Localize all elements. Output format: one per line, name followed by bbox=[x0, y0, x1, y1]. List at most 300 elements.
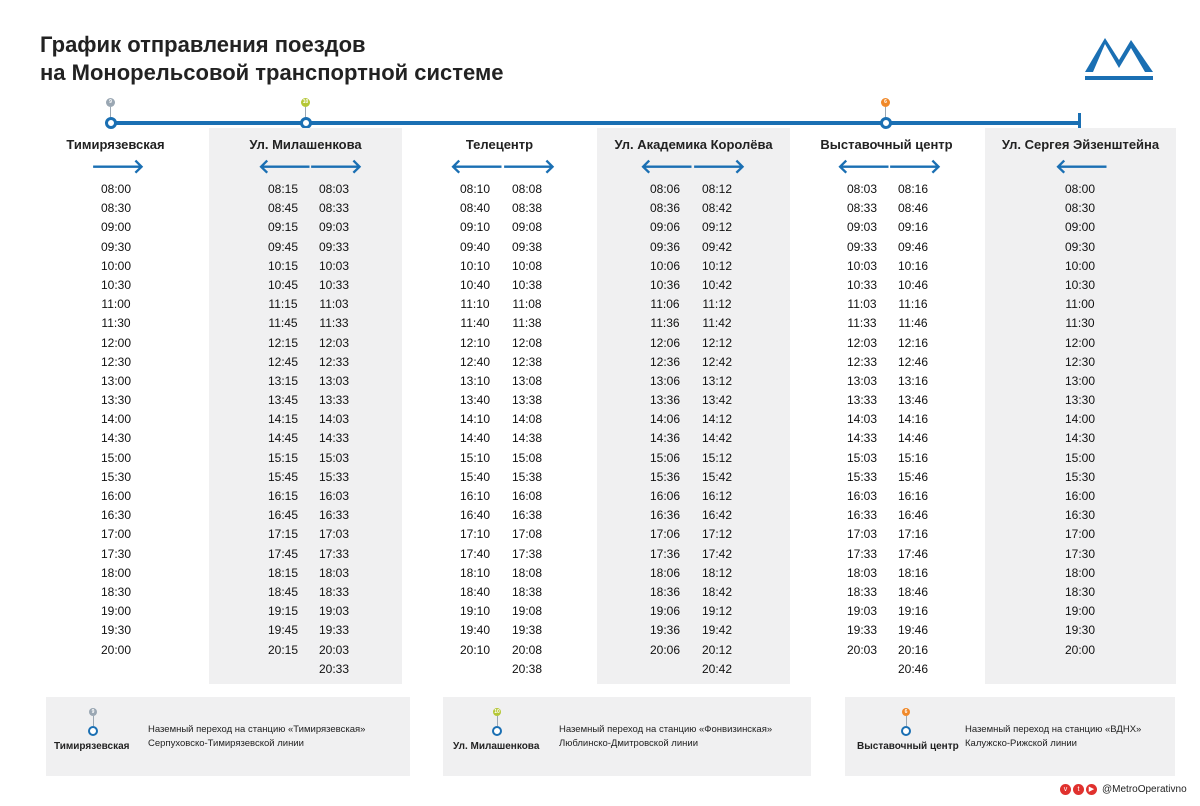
departure-time: 19:30 bbox=[1064, 623, 1096, 638]
departure-time: 19:06 bbox=[649, 604, 681, 619]
departure-time: 09:30 bbox=[100, 239, 132, 254]
departure-time: 09:12 bbox=[701, 220, 733, 235]
departure-time: 14:33 bbox=[318, 431, 350, 446]
legend-transfer-timiryazevskaya bbox=[46, 697, 410, 776]
arrow-right-icon: 🡒 bbox=[888, 156, 942, 178]
departure-time: 20:00 bbox=[100, 642, 132, 657]
telegram-icon[interactable]: t bbox=[1073, 784, 1084, 795]
departure-time: 10:45 bbox=[267, 277, 299, 292]
departure-time: 19:15 bbox=[267, 604, 299, 619]
departure-time: 08:33 bbox=[318, 201, 350, 216]
arrow-right-icon: 🡒 bbox=[91, 156, 145, 178]
departure-time: 10:00 bbox=[100, 258, 132, 273]
departure-time: 10:46 bbox=[897, 277, 929, 292]
departure-time: 11:42 bbox=[702, 316, 732, 331]
departure-time: 20:10 bbox=[459, 642, 491, 657]
departure-time: 16:38 bbox=[511, 508, 543, 523]
departure-time: 17:08 bbox=[511, 527, 543, 542]
departure-time: 12:03 bbox=[318, 335, 350, 350]
departure-time: 12:16 bbox=[897, 335, 929, 350]
departure-time: 18:30 bbox=[100, 584, 132, 599]
departure-times-left bbox=[450, 180, 500, 660]
legend-description bbox=[559, 723, 772, 751]
station-name: Выставочный центр bbox=[820, 137, 953, 152]
social-handle[interactable]: @MetroOperativno bbox=[1102, 783, 1187, 795]
departure-time: 15:06 bbox=[649, 450, 681, 465]
departure-time: 15:36 bbox=[649, 469, 681, 484]
departure-time: 09:03 bbox=[846, 220, 878, 235]
departure-time: 16:40 bbox=[459, 508, 491, 523]
departure-time: 10:33 bbox=[846, 277, 878, 292]
departure-time: 09:45 bbox=[267, 239, 299, 254]
departure-time: 09:33 bbox=[846, 239, 878, 254]
departure-time: 16:33 bbox=[318, 508, 350, 523]
departure-time: 13:33 bbox=[318, 393, 350, 408]
departure-times-left bbox=[640, 180, 690, 660]
legend-station-name: Тимирязевская bbox=[54, 741, 130, 752]
departure-time: 19:33 bbox=[318, 623, 350, 638]
departure-time: 14:40 bbox=[459, 431, 491, 446]
departure-time: 17:00 bbox=[1064, 527, 1096, 542]
departure-time: 16:30 bbox=[100, 508, 132, 523]
arrow-left-icon: 🡐 bbox=[258, 156, 312, 178]
departure-time: 08:10 bbox=[459, 182, 491, 196]
departure-time: 16:30 bbox=[1064, 508, 1096, 523]
departure-times bbox=[91, 180, 141, 660]
departure-time: 20:03 bbox=[846, 642, 878, 657]
departure-time: 16:33 bbox=[846, 508, 878, 523]
departure-time: 11:03 bbox=[847, 297, 877, 312]
station-name: Ул. Академика Королёва bbox=[614, 137, 773, 152]
departure-time: 12:46 bbox=[897, 354, 929, 369]
departure-time: 15:38 bbox=[511, 469, 543, 484]
departure-time: 16:16 bbox=[897, 489, 929, 503]
departure-times-right bbox=[502, 180, 552, 679]
departure-time: 08:36 bbox=[649, 201, 681, 216]
departure-time: 18:45 bbox=[267, 584, 299, 599]
departure-time: 11:00 bbox=[101, 297, 131, 312]
departure-time: 13:30 bbox=[100, 393, 132, 408]
departure-time: 19:16 bbox=[897, 604, 929, 619]
departure-time: 13:00 bbox=[1064, 373, 1096, 388]
departure-time: 18:46 bbox=[897, 584, 929, 599]
departure-time: 13:12 bbox=[701, 373, 733, 388]
departure-time: 09:00 bbox=[100, 220, 132, 235]
departure-time: 08:30 bbox=[1064, 201, 1096, 216]
departure-time: 11:38 bbox=[512, 316, 542, 331]
departure-time: 13:38 bbox=[511, 393, 543, 408]
departure-time: 09:42 bbox=[701, 239, 733, 254]
departure-time: 19:33 bbox=[846, 623, 878, 638]
station-dot-icon bbox=[901, 726, 911, 736]
departure-time: Наземный переход на станцию «Фонвизинская» bbox=[559, 724, 773, 735]
departure-time: 18:06 bbox=[649, 565, 681, 580]
departure-time: 18:08 bbox=[511, 565, 543, 580]
departure-time: 12:10 bbox=[459, 335, 491, 350]
transfer-stem bbox=[497, 716, 498, 726]
departure-time: 14:16 bbox=[897, 412, 929, 427]
departure-time: 17:30 bbox=[100, 546, 132, 561]
departure-time: 16:00 bbox=[1064, 489, 1096, 503]
departure-time: 08:42 bbox=[701, 201, 733, 216]
departure-time: 11:33 bbox=[319, 316, 349, 331]
departure-time: 09:38 bbox=[511, 239, 543, 254]
departure-time: 10:42 bbox=[701, 277, 733, 292]
departure-time: 16:15 bbox=[267, 489, 299, 503]
departure-time: 19:10 bbox=[459, 604, 491, 619]
departure-time: 11:06 bbox=[650, 297, 680, 312]
departure-time: 17:30 bbox=[1064, 546, 1096, 561]
departure-time: 14:12 bbox=[701, 412, 733, 427]
station-name: Телецентр bbox=[465, 137, 534, 152]
departure-time: 10:12 bbox=[701, 258, 733, 273]
departure-time: 18:12 bbox=[701, 565, 733, 580]
departure-time: 11:30 bbox=[1065, 316, 1095, 331]
transfer-badge-line-9: 9 bbox=[106, 98, 115, 107]
departure-time: 16:42 bbox=[701, 508, 733, 523]
departure-time: 17:45 bbox=[267, 546, 299, 561]
departure-time: 15:40 bbox=[459, 469, 491, 484]
departure-time: 20:33 bbox=[318, 661, 350, 676]
departure-time: 09:33 bbox=[318, 239, 350, 254]
departure-time: 13:16 bbox=[897, 373, 929, 388]
departure-time: 08:16 bbox=[897, 182, 929, 196]
transfer-stem bbox=[885, 107, 886, 117]
departure-time: 17:38 bbox=[511, 546, 543, 561]
departure-time: 16:08 bbox=[511, 489, 543, 503]
departure-time: 20:38 bbox=[511, 661, 543, 676]
station-dot-vystavochny bbox=[880, 117, 892, 129]
departure-time: 17:16 bbox=[897, 527, 929, 542]
departure-time: 15:00 bbox=[1064, 450, 1096, 465]
monorail-line bbox=[110, 121, 1080, 125]
departure-time: 15:30 bbox=[100, 469, 132, 484]
departure-time: 10:10 bbox=[459, 258, 491, 273]
departure-time: 10:30 bbox=[100, 277, 132, 292]
departure-time: 16:03 bbox=[318, 489, 350, 503]
departure-time: 19:38 bbox=[511, 623, 543, 638]
departure-time: 09:08 bbox=[511, 220, 543, 235]
departure-time: Люблинско-Дмитровской линии bbox=[559, 738, 699, 749]
station-dot-timiryazevskaya bbox=[105, 117, 117, 129]
departure-time: 14:03 bbox=[318, 412, 350, 427]
departure-time: 17:36 bbox=[649, 546, 681, 561]
transfer-stem bbox=[110, 107, 111, 117]
departure-time: Серпуховско-Тимирязевской линии bbox=[148, 738, 304, 749]
departure-time: 13:45 bbox=[267, 393, 299, 408]
departure-time: 12:38 bbox=[511, 354, 543, 369]
departure-time: 09:30 bbox=[1064, 239, 1096, 254]
departure-time: 18:15 bbox=[267, 565, 299, 580]
departure-time: 17:03 bbox=[318, 527, 350, 542]
departure-times-left bbox=[258, 180, 308, 660]
departure-time: Калужско-Рижской линии bbox=[965, 738, 1077, 749]
departure-time: 13:30 bbox=[1064, 393, 1096, 408]
arrow-right-icon: 🡒 bbox=[502, 156, 556, 178]
departure-time: 09:46 bbox=[897, 239, 929, 254]
departure-time: 18:33 bbox=[846, 584, 878, 599]
departure-time: 11:40 bbox=[460, 316, 490, 331]
departure-time: 20:16 bbox=[897, 642, 929, 657]
departure-time: 09:00 bbox=[1064, 220, 1096, 235]
departure-time: 12:15 bbox=[267, 335, 299, 350]
departure-time: 19:40 bbox=[459, 623, 491, 638]
departure-time: 13:40 bbox=[459, 393, 491, 408]
station-dot-icon bbox=[88, 726, 98, 736]
departure-time: 16:10 bbox=[459, 489, 491, 503]
transfer-badge-line-6: 6 bbox=[881, 98, 890, 107]
departure-time: 17:00 bbox=[100, 527, 132, 542]
metro-logo-icon bbox=[1083, 30, 1155, 84]
departure-times bbox=[1055, 180, 1105, 660]
departure-time: 16:45 bbox=[267, 508, 299, 523]
departure-time: 16:00 bbox=[100, 489, 132, 503]
departure-time: 14:06 bbox=[649, 412, 681, 427]
departure-time: 10:08 bbox=[511, 258, 543, 273]
departure-time: 17:03 bbox=[846, 527, 878, 542]
departure-time: 13:08 bbox=[511, 373, 543, 388]
departure-time: 18:00 bbox=[100, 565, 132, 580]
departure-time: 18:36 bbox=[649, 584, 681, 599]
legend-station-name: Выставочный центр bbox=[857, 741, 959, 752]
arrow-left-icon: 🡐 bbox=[1055, 156, 1109, 178]
departure-time: 20:06 bbox=[649, 642, 681, 657]
departure-time: 20:08 bbox=[511, 642, 543, 657]
departure-time: 08:15 bbox=[267, 182, 299, 196]
departure-time: 08:40 bbox=[459, 201, 491, 216]
departure-time: 15:33 bbox=[846, 469, 878, 484]
departure-time: 15:10 bbox=[459, 450, 491, 465]
departure-time: 14:42 bbox=[701, 431, 733, 446]
departure-time: 20:12 bbox=[701, 642, 733, 657]
departure-time: 16:06 bbox=[649, 489, 681, 503]
arrow-left-icon: 🡐 bbox=[640, 156, 694, 178]
departure-time: 10:00 bbox=[1064, 258, 1096, 273]
legend-description bbox=[965, 723, 1141, 751]
departure-time: 19:42 bbox=[701, 623, 733, 638]
departure-time: 17:46 bbox=[897, 546, 929, 561]
departure-time: 13:03 bbox=[318, 373, 350, 388]
departure-time: 18:33 bbox=[318, 584, 350, 599]
departure-time: 19:36 bbox=[649, 623, 681, 638]
departure-time: 11:03 bbox=[319, 297, 349, 312]
departure-time: 12:00 bbox=[100, 335, 132, 350]
departure-time: 13:36 bbox=[649, 393, 681, 408]
departure-time: 15:03 bbox=[846, 450, 878, 465]
departure-time: 17:06 bbox=[649, 527, 681, 542]
legend-station-name: Ул. Милашенкова bbox=[453, 741, 540, 752]
departure-time: 14:33 bbox=[846, 431, 878, 446]
departure-time: 20:15 bbox=[267, 642, 299, 657]
departure-time: 18:42 bbox=[701, 584, 733, 599]
departure-time: 11:10 bbox=[460, 297, 490, 312]
departure-time: 17:12 bbox=[701, 527, 733, 542]
departure-time: 14:45 bbox=[267, 431, 299, 446]
departure-time: 15:03 bbox=[318, 450, 350, 465]
departure-time: 14:03 bbox=[846, 412, 878, 427]
departure-time: 10:38 bbox=[511, 277, 543, 292]
departure-time: Наземный переход на станцию «ВДНХ» bbox=[965, 724, 1142, 735]
departure-time: 14:00 bbox=[1064, 412, 1096, 427]
departure-time: 13:03 bbox=[846, 373, 878, 388]
transfer-badge-icon: 6 bbox=[902, 708, 910, 716]
departure-time: 09:10 bbox=[459, 220, 491, 235]
departure-time: 13:42 bbox=[701, 393, 733, 408]
departure-time: 08:46 bbox=[897, 201, 929, 216]
departure-time: 15:30 bbox=[1064, 469, 1096, 484]
departure-time: 10:33 bbox=[318, 277, 350, 292]
departure-time: 17:33 bbox=[846, 546, 878, 561]
departure-time: 19:12 bbox=[701, 604, 733, 619]
departure-time: 12:06 bbox=[649, 335, 681, 350]
departure-time: 08:12 bbox=[701, 182, 733, 196]
departure-time: 13:33 bbox=[846, 393, 878, 408]
departure-time: 13:10 bbox=[459, 373, 491, 388]
legend-transfer-milashenkova bbox=[443, 697, 811, 776]
departure-time: 14:30 bbox=[1064, 431, 1096, 446]
transfer-badge-line-10: 10 bbox=[302, 99, 309, 105]
departure-time: 13:06 bbox=[649, 373, 681, 388]
departure-time: 11:15 bbox=[268, 297, 298, 312]
arrow-right-icon: 🡒 bbox=[309, 156, 363, 178]
departure-time: 12:30 bbox=[1064, 354, 1096, 369]
departure-time: 14:10 bbox=[459, 412, 491, 427]
departure-time: 10:03 bbox=[318, 258, 350, 273]
departure-time: 09:03 bbox=[318, 220, 350, 235]
page-title bbox=[40, 31, 504, 87]
departure-time: 15:45 bbox=[267, 469, 299, 484]
departure-time: 08:45 bbox=[267, 201, 299, 216]
departure-time: 19:08 bbox=[511, 604, 543, 619]
departure-time: 15:12 bbox=[701, 450, 733, 465]
departure-time: 14:46 bbox=[897, 431, 929, 446]
departure-time: 09:40 bbox=[459, 239, 491, 254]
departure-time: 18:30 bbox=[1064, 584, 1096, 599]
departure-time: 15:15 bbox=[267, 450, 299, 465]
departure-time: 10:15 bbox=[267, 258, 299, 273]
departure-time: 19:03 bbox=[846, 604, 878, 619]
social-footer bbox=[1060, 782, 1187, 796]
departure-time: 08:38 bbox=[511, 201, 543, 216]
departure-time: 12:03 bbox=[846, 335, 878, 350]
departure-time: 11:16 bbox=[898, 297, 928, 312]
station-name: Ул. Милашенкова bbox=[249, 137, 362, 152]
departure-time: 11:30 bbox=[101, 316, 131, 331]
legend-transfer-vystavochny bbox=[845, 697, 1175, 776]
legend-description bbox=[148, 723, 365, 751]
arrow-right-icon: 🡒 bbox=[692, 156, 746, 178]
youtube-icon[interactable]: ▶ bbox=[1086, 784, 1097, 795]
transfer-stem bbox=[305, 107, 306, 117]
departure-time: 10:16 bbox=[897, 258, 929, 273]
departure-time: 08:03 bbox=[318, 182, 350, 196]
departure-time: 17:10 bbox=[459, 527, 491, 542]
departure-time: 09:06 bbox=[649, 220, 681, 235]
departure-time: 20:46 bbox=[897, 661, 929, 676]
transfer-stem bbox=[93, 716, 94, 726]
departure-time: 17:40 bbox=[459, 546, 491, 561]
departure-time: 10:06 bbox=[649, 258, 681, 273]
departure-time: 14:38 bbox=[511, 431, 543, 446]
departure-time: 11:08 bbox=[512, 297, 542, 312]
transfer-badge-icon: 10 bbox=[494, 709, 500, 715]
departure-time: 19:45 bbox=[267, 623, 299, 638]
departure-time: 11:46 bbox=[898, 316, 928, 331]
departure-time: 13:00 bbox=[100, 373, 132, 388]
departure-time: 13:15 bbox=[267, 373, 299, 388]
departure-time: 08:06 bbox=[649, 182, 681, 196]
departure-time: 16:03 bbox=[846, 489, 878, 503]
departure-time: 12:08 bbox=[511, 335, 543, 350]
departure-time: 12:00 bbox=[1064, 335, 1096, 350]
departure-times-right bbox=[309, 180, 359, 679]
departure-time: 09:36 bbox=[649, 239, 681, 254]
station-name: Тимирязевская bbox=[66, 137, 165, 152]
departure-time: 12:45 bbox=[267, 354, 299, 369]
departure-time: 16:36 bbox=[649, 508, 681, 523]
departure-times-right bbox=[888, 180, 938, 679]
arrow-left-icon: 🡐 bbox=[450, 156, 504, 178]
departure-time: 12:42 bbox=[701, 354, 733, 369]
departure-time: 15:00 bbox=[100, 450, 132, 465]
departure-time: 09:15 bbox=[267, 220, 299, 235]
station-name: Ул. Сергея Эйзенштейна bbox=[1001, 137, 1160, 152]
departure-time: 19:00 bbox=[100, 604, 132, 619]
departure-times-right bbox=[692, 180, 742, 679]
departure-time: 20:03 bbox=[318, 642, 350, 657]
departure-time: 08:03 bbox=[846, 182, 878, 196]
departure-time: 10:30 bbox=[1064, 277, 1096, 292]
departure-time: 10:03 bbox=[846, 258, 878, 273]
departure-time: 19:03 bbox=[318, 604, 350, 619]
departure-time: 18:16 bbox=[897, 565, 929, 580]
departure-time: 15:33 bbox=[318, 469, 350, 484]
vk-icon[interactable]: v bbox=[1060, 784, 1071, 795]
transfer-badge-icon: 9 bbox=[89, 708, 97, 716]
departure-time: 12:36 bbox=[649, 354, 681, 369]
departure-time: 10:36 bbox=[649, 277, 681, 292]
departure-time: 19:46 bbox=[897, 623, 929, 638]
departure-time: 12:33 bbox=[318, 354, 350, 369]
departure-time: 11:33 bbox=[847, 316, 877, 331]
departure-time: 08:33 bbox=[846, 201, 878, 216]
departure-time: 15:46 bbox=[897, 469, 929, 484]
departure-time: 08:00 bbox=[1064, 182, 1096, 196]
departure-time: 19:00 bbox=[1064, 604, 1096, 619]
departure-time: 18:00 bbox=[1064, 565, 1096, 580]
departure-time: 11:00 bbox=[1065, 297, 1095, 312]
departure-time: 10:40 bbox=[459, 277, 491, 292]
departure-time: 14:36 bbox=[649, 431, 681, 446]
departure-time: 19:30 bbox=[100, 623, 132, 638]
departure-time: 18:40 bbox=[459, 584, 491, 599]
departure-time: 16:46 bbox=[897, 508, 929, 523]
arrow-left-icon: 🡐 bbox=[837, 156, 891, 178]
departure-time: 18:03 bbox=[846, 565, 878, 580]
departure-time: 20:42 bbox=[701, 661, 733, 676]
title-line-2: на Монорельсовой транспортной системе bbox=[40, 60, 504, 85]
departure-time: 14:00 bbox=[100, 412, 132, 427]
departure-time: 11:12 bbox=[702, 297, 732, 312]
departure-times-left bbox=[837, 180, 887, 660]
departure-time: 12:40 bbox=[459, 354, 491, 369]
departure-time: 09:16 bbox=[897, 220, 929, 235]
departure-time: 15:16 bbox=[897, 450, 929, 465]
departure-time: 15:08 bbox=[511, 450, 543, 465]
departure-time: 17:42 bbox=[701, 546, 733, 561]
departure-time: 18:03 bbox=[318, 565, 350, 580]
transfer-stem bbox=[906, 716, 907, 726]
